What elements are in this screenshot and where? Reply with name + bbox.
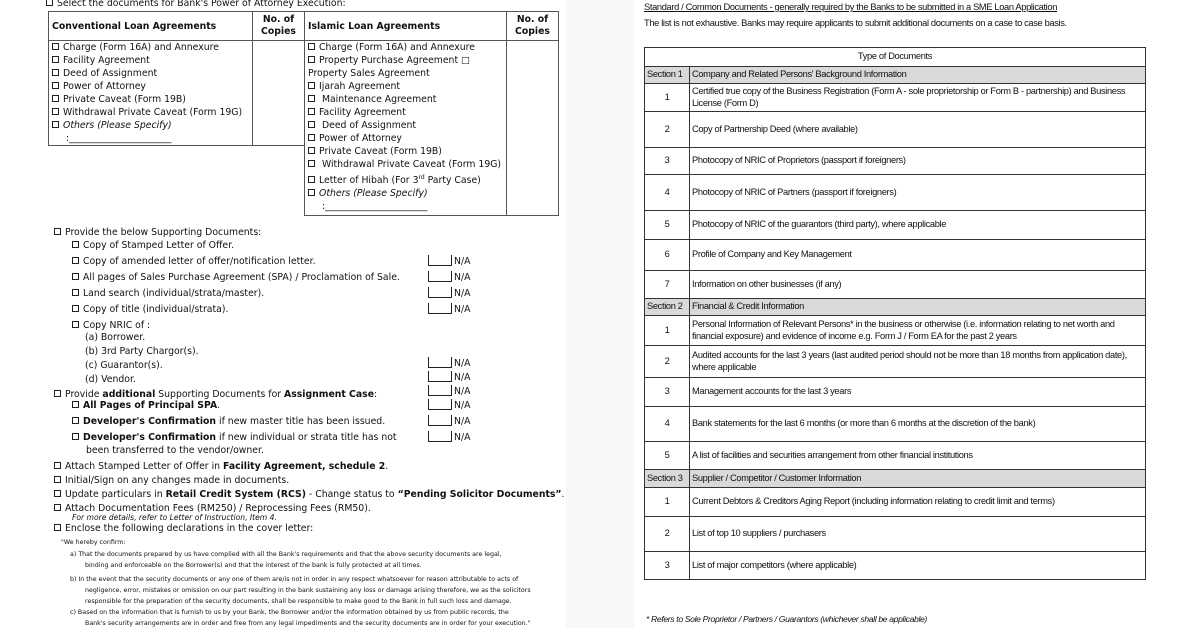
checkbox-icon[interactable] [52,108,59,115]
row-number: 2 [645,112,690,148]
na-checkbox[interactable] [428,386,470,397]
row-number: Section 2 [645,299,690,316]
row-description: List of top 10 suppliers / purchasers [690,517,1146,552]
assignment-rest: if new master title has been issued. [216,416,386,427]
na-box-icon[interactable] [428,385,452,396]
enclose-text: Enclose the following declarations in the cover letter: [65,523,314,534]
assignment-item [72,431,397,445]
checkbox-icon[interactable] [72,273,79,280]
conventional-item [52,67,249,80]
confirmation-text: c) Based on the information that is furnish to us by your Bank, the Borrower and/or the information obtained by us from public records, the [70,609,509,616]
conventional-item-label: Withdrawal Private Caveat (Form 19G) [63,107,243,118]
supporting-item-label: Copy of amended letter of offer/notification letter. [83,256,316,267]
na-box-icon[interactable] [428,371,452,382]
row-description: Copy of Partnership Deed (where available) [690,112,1146,148]
conventional-item [52,119,249,132]
conventional-item [52,41,249,54]
conventional-item-label: Deed of Assignment [63,68,158,79]
islamic-item-label: Charge (Form 16A) and Annexure [319,42,475,53]
attach-post: . [385,461,389,472]
sme-documents-page [634,0,1200,628]
select-heading-text: Select the documents for Bank's Power of Attorney Execution: [57,0,346,9]
initial-sign [54,474,289,488]
row-description: Photocopy of NRIC of Proprietors (passport if foreigners) [690,148,1146,175]
confirmation-text: "We hereby confirm: [61,539,126,546]
confirmation-line [85,597,512,606]
islamic-item [308,67,503,80]
checkbox-icon[interactable] [54,490,61,497]
checkbox-icon[interactable] [308,160,315,167]
document-row [645,517,1146,552]
na-label: N/A [454,372,471,383]
na-box-icon[interactable] [428,287,452,298]
islamic-specify-field[interactable]: :______________________ [322,201,428,213]
row-number: 3 [645,552,690,580]
supporting-item-label: Copy of Stamped Letter of Offer. [83,240,235,251]
na-checkbox[interactable] [428,400,470,411]
nric-item-na [428,385,470,399]
document-row [645,271,1146,299]
row-number: 4 [645,175,690,211]
na-box-icon[interactable] [428,357,452,368]
na-checkbox[interactable] [428,288,470,299]
na-box-icon[interactable] [428,415,452,426]
conventional-list [49,41,253,146]
confirmation-line [85,561,422,570]
row-description: Personal Information of Relevant Persons* in the business or otherwise (i.e. information relating to net worth and financial exposure) and evidence of income e.g. Form J / Form EA for the past 2 years [690,316,1146,346]
na-checkbox[interactable] [428,372,470,383]
checkbox-icon[interactable] [46,0,53,6]
conventional-header: Conventional Loan Agreements [49,12,253,41]
confirmation-line [70,608,509,617]
islamic-item [308,132,503,145]
na-label: N/A [454,256,471,267]
na-label: N/A [454,386,471,397]
supporting-heading [54,226,261,240]
supporting-item-label: Copy of title (individual/strata). [83,304,229,315]
checkbox-icon[interactable] [308,147,315,154]
supporting-item-label: Copy NRIC of : [83,320,151,331]
row-number: 1 [645,316,690,346]
assignment-continuation [86,444,264,458]
na-checkbox[interactable] [428,432,470,443]
confirmation-text: a) That the documents prepared by us have complied with all the Bank's requirements and that the above security documents are legal, [70,551,502,558]
conventional-item-label: Facility Agreement [63,55,150,66]
row-number: 6 [645,240,690,271]
nric-item [85,373,136,387]
row-number: Section 3 [645,470,690,488]
update-post: . [561,489,565,500]
row-number: 2 [645,346,690,378]
islamic-item-label: Property Purchase Agreement □ [319,55,470,66]
assignment-rest: . [217,400,221,411]
na-label: N/A [454,304,471,315]
checkbox-icon[interactable] [52,69,59,76]
assignment-rest: if new individual or strata title has not [216,432,397,443]
conventional-item [52,80,249,93]
assignment-bold2: Principal SPA [148,400,218,411]
fees-note-text: For more details, refer to Letter of Instruction, Item 4. [72,513,277,522]
confirmation-line [61,538,126,547]
copies-header-2: No. of Copies [507,12,559,41]
na-label: N/A [454,288,471,299]
assignment-bold: Developer's Confirmation [83,416,217,427]
document-row [645,316,1146,346]
islamic-item-label: Property Sales Agreement [308,68,430,79]
additional-mid: Supporting Documents for [155,389,285,400]
update-pre: Update particulars in [65,489,166,500]
documents-table [644,47,1146,580]
na-label: N/A [454,358,471,369]
conventional-item-label: Charge (Form 16A) and Annexure [63,42,219,53]
document-row [645,407,1146,442]
nric-item-label: (a) Borrower. [85,332,146,343]
na-checkbox[interactable] [428,358,470,369]
attach-fees-text: Attach Documentation Fees (RM250) / Reprocessing Fees (RM50). [65,503,371,514]
na-box-icon[interactable] [428,431,452,442]
row-description: Company and Related Persons' Background Information [690,67,1146,84]
row-number: 3 [645,148,690,175]
conventional-item [52,93,249,106]
na-label: N/A [454,400,471,411]
row-number: 3 [645,378,690,407]
update-bold: Retail Credit System (RCS) [165,489,306,500]
islamic-item-label: Maintenance Agreement [319,94,437,105]
checkbox-icon[interactable] [52,56,59,63]
checkbox-icon[interactable] [52,82,59,89]
confirmation-line [70,575,518,584]
section-row [645,470,1146,488]
checkbox-icon[interactable] [54,228,61,235]
initial-sign-text: Initial/Sign on any changes made in documents. [65,475,290,486]
checkbox-icon[interactable] [72,241,79,248]
supporting-item-na [428,303,470,317]
row-description: Certified true copy of the Business Registration (Form A - sole proprietorship or Form B - partnership) and Business License (Form D) [690,84,1146,112]
na-label: N/A [454,432,471,443]
islamic-item-label: Facility Agreement [319,107,406,118]
supporting-item-na [428,271,470,285]
na-box-icon[interactable] [428,399,452,410]
attach-stamped-letter [54,460,388,474]
section-row [645,67,1146,84]
nric-item-na [428,371,470,385]
islamic-item [308,54,503,67]
attach-bold: Facility Agreement, schedule 2 [223,461,386,472]
assignment-bold: Developer's Confirmation [83,432,217,443]
supporting-item [72,303,228,317]
supporting-heading-text: Provide the below Supporting Documents: [65,227,262,238]
supporting-item-label: Land search (individual/strata/master). [83,288,265,299]
conventional-item [52,54,249,67]
islamic-item-label: Withdrawal Private Caveat (Form 19G) [319,159,502,170]
supporting-item [72,239,234,253]
agreements-table [48,11,559,216]
assignment-bold: All Pages of [83,400,149,411]
checkbox-icon[interactable] [54,504,61,511]
document-row [645,112,1146,148]
row-description: Management accounts for the last 3 years [690,378,1146,407]
islamic-item [308,41,503,54]
checkbox-icon[interactable] [308,82,315,89]
row-description: Financial & Credit Information [690,299,1146,316]
document-row [645,84,1146,112]
sme-subtitle: The list is not exhaustive. Banks may require applicants to submit additional documents on a case to case basis. [644,18,1067,28]
assignment-item [72,399,220,413]
checkbox-icon[interactable] [308,43,315,50]
section-row [645,299,1146,316]
checkbox-icon[interactable] [308,134,315,141]
checkbox-icon[interactable] [54,390,61,397]
conventional-item-label: Others (Please Specify) [63,120,172,131]
assignment-item-na [428,399,470,413]
bank-checklist-page [0,0,566,628]
checkbox-icon[interactable] [72,321,79,328]
confirmation-text: Bank's security arrangements are in order and free from any legal impediments and the security documents are in order for your execution." [85,620,531,627]
document-row [645,148,1146,175]
checkbox-icon[interactable] [72,257,79,264]
checkbox-icon[interactable] [72,305,79,312]
row-description: Supplier / Competitor / Customer Information [690,470,1146,488]
na-box-icon[interactable] [428,303,452,314]
conventional-item-label: Power of Attorney [63,81,146,92]
conventional-item-label: Private Caveat (Form 19B) [63,94,186,105]
na-label: N/A [454,272,471,283]
row-description: Bank statements for the last 6 months (or more than 6 months at the discretion of the bank) [690,407,1146,442]
supporting-item-label: All pages of Sales Purchase Agreement (SPA) / Proclamation of Sale. [83,272,400,283]
checkbox-icon[interactable] [54,476,61,483]
checkbox-icon[interactable] [72,401,79,408]
row-number: Section 1 [645,67,690,84]
row-description: Audited accounts for the last 3 years (last audited period should not be more than 18 months from application date), where applicable [690,346,1146,378]
na-checkbox[interactable] [428,304,470,315]
checkbox-icon[interactable] [308,108,315,115]
confirmation-text: negligence, error, mistakes or omission on our part resulting in the bank sustaining any loss or damage arising therefore, we as the solicitors [85,587,531,594]
row-number: 4 [645,407,690,442]
supporting-item-na [428,255,470,269]
islamic-copies-cell[interactable] [507,41,559,216]
document-row [645,488,1146,517]
checkbox-icon[interactable] [52,95,59,102]
additional-bold2: Assignment Case [284,389,374,400]
checkbox-icon[interactable] [308,56,315,63]
nric-item [85,359,163,373]
row-number: 2 [645,517,690,552]
islamic-item-label: Ijarah Agreement [319,81,401,92]
row-number: 1 [645,84,690,112]
na-box-icon[interactable] [428,271,452,282]
assignment-item-na [428,431,470,445]
supporting-item [72,271,400,285]
islamic-item [308,145,503,158]
na-checkbox[interactable] [428,256,470,267]
conventional-specify-field[interactable]: :______________________ [66,133,172,144]
document-row [645,175,1146,211]
nric-item [85,331,145,345]
row-number: 5 [645,442,690,470]
row-number: 7 [645,271,690,299]
attach-pre: Attach Stamped Letter of Offer in [65,461,224,472]
islamic-item [308,93,503,106]
row-description: Profile of Company and Key Management [690,240,1146,271]
islamic-item [308,106,503,119]
document-row [645,378,1146,407]
islamic-item-label: Letter of Hibah (For 3rd Party Case) [319,174,481,187]
confirmation-line [85,619,531,628]
islamic-item-label: Others (Please Specify) [319,188,428,200]
checkbox-icon[interactable] [72,289,79,296]
nric-item [85,345,199,359]
additional-pre: Provide [65,389,103,400]
na-label: N/A [454,416,471,427]
checkbox-icon[interactable] [72,433,79,440]
islamic-item [308,119,503,132]
supporting-item [72,287,264,301]
conventional-copies-cell[interactable] [253,41,305,146]
row-description: Information on other businesses (if any) [690,271,1146,299]
checkbox-icon[interactable] [52,121,59,128]
supporting-item-na [428,287,470,301]
islamic-item [308,158,503,171]
row-number: 5 [645,211,690,240]
nric-item-label: (d) Vendor. [85,374,136,385]
checkbox-icon[interactable] [308,95,315,102]
na-checkbox[interactable] [428,416,470,427]
document-row [645,240,1146,271]
checkbox-icon[interactable] [54,462,61,469]
additional-bold: additional [102,389,156,400]
checkbox-icon[interactable] [54,524,61,531]
confirmation-text: binding and enforceable on the Borrower(s) and that the interest of the bank is fully protected at all times. [85,562,422,569]
supporting-item [72,255,316,269]
checkbox-icon[interactable] [308,189,315,196]
assignment-item [72,415,385,429]
nric-item-label: (c) Guarantor(s). [85,360,163,371]
sme-title: Standard / Common Documents - generally required by the Banks to be submitted in a SME Loan Application [644,2,1058,12]
row-number: 1 [645,488,690,517]
footnote: * Refers to Sole Proprietor / Partners / Guarantors (whichever shall be applicable) [646,614,927,624]
na-box-icon[interactable] [428,255,452,266]
row-description: Photocopy of NRIC of the guarantors (third party), where applicable [690,211,1146,240]
checkbox-icon[interactable] [308,176,315,183]
confirmation-line [70,550,502,559]
islamic-header: Islamic Loan Agreements [305,12,507,41]
islamic-item-label: Private Caveat (Form 19B) [319,146,442,157]
row-description: Photocopy of NRIC of Partners (passport if foreigners) [690,175,1146,211]
assignment-item-na [428,415,470,429]
type-of-documents-header: Type of Documents [645,48,1146,67]
checkbox-icon[interactable] [72,417,79,424]
confirmation-text: b) In the event that the security documents or any one of them are/is not in order in any respect whatsoever for reason attributable to acts of [70,576,519,583]
checkbox-icon[interactable] [308,121,315,128]
row-description: A list of facilities and securities arrangement from other financial institutions [690,442,1146,470]
nric-item-label: (b) 3rd Party Chargor(s). [85,346,199,357]
additional-post: : [374,389,378,400]
conventional-item [52,106,249,119]
islamic-item-label: Deed of Assignment [319,120,417,131]
update-bold2: “Pending Solicitor Documents” [397,489,562,500]
islamic-list [305,41,507,216]
document-row [645,442,1146,470]
update-mid: - Change status to [305,489,398,500]
confirmation-line [85,586,531,595]
nric-item-na [428,357,470,371]
na-checkbox[interactable] [428,272,470,283]
enclose-declarations [54,522,313,536]
islamic-item-label: Power of Attorney [319,133,402,144]
confirmation-text: responsible for the preparation of the security documents, shall be responsible to make good to the Bank in full such loss and damage. [85,598,512,605]
islamic-item [308,80,503,93]
document-row [645,346,1146,378]
document-row [645,211,1146,240]
islamic-item [308,187,503,200]
select-heading [46,0,346,11]
copies-header: No. of Copies [253,12,305,41]
islamic-item [308,171,503,187]
row-description: List of major competitors (where applicable) [690,552,1146,580]
update-particulars [54,488,565,502]
document-row [645,552,1146,580]
checkbox-icon[interactable] [52,43,59,50]
assignment-cont-text: been transferred to the vendor/owner. [86,445,264,456]
row-description: Current Debtors & Creditors Aging Report (including information relating to credit limit and terms) [690,488,1146,517]
